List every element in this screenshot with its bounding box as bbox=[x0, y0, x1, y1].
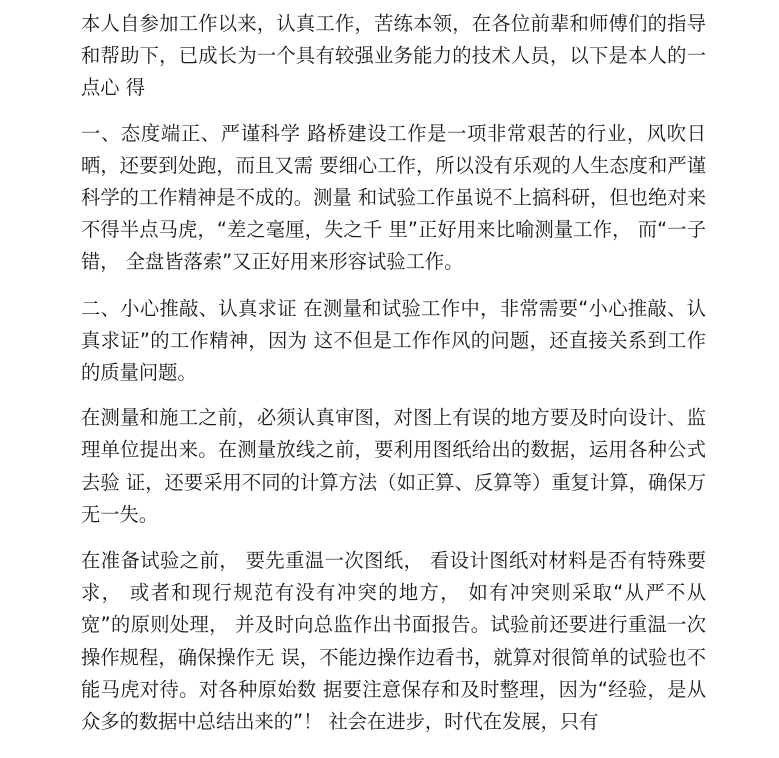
document-body bbox=[81, 8, 706, 738]
paragraph-survey-review: 在测量和施工之前，必须认真审图，对图上有误的地方要及时向设计、监 理单位提出来。在测量放线之前，要利用图纸给出的数据，运用各种公式去验 证，还要采用不同的计算方法（如正算、反算等）重复计算，确保万无一失。 bbox=[81, 406, 706, 526]
paragraph-attitude: 一、态度端正、严谨科学 路桥建设工作是一项非常艰苦的行业，风吹日晒，还要到处跑，而且又需 要细心工作，所以没有乐观的人生态度和严谨科学的工作精神是不成的。测量 和试验工作虽说不上搞科研，但也绝对来不得半点马虎，“差之毫厘，失之千 里”正好用来比喻测量工作， 而“一子错， 全盘皆落索”又正好用来形容试验工作。 bbox=[81, 121, 706, 274]
paragraph-intro: 本人自参加工作以来，认真工作，苦练本领，在各位前辈和师傅们的指导 和帮助下，已成长为一个具有较强业务能力的技术人员，以下是本人的一点心 得 bbox=[81, 12, 706, 100]
paragraph-careful-verification: 二、小心推敲、认真求证 在测量和试验工作中，非常需要“小心推敲、认真求证”的工作精神，因为 这不但是工作作风的问题，还直接关系到工作的质量问题。 bbox=[81, 296, 706, 385]
paragraph-test-preparation: 在准备试验之前， 要先重温一次图纸， 看设计图纸对材料是否有特殊要求， 或者和现行规范有没有冲突的地方， 如有冲突则采取“从严不从宽”的原则处理， 并及时向总监作出书面报告。试验前还要进行重温一次操作规程，确保操作无 误，不能边操作边看书，就算对很简单的试验也不能马虎对待。对各种原始数 据要注意保存和及时整理，因为“经验，是从众多的数据中总结出来的”！ 社会在进步，时代在发展，只有 bbox=[81, 549, 706, 734]
